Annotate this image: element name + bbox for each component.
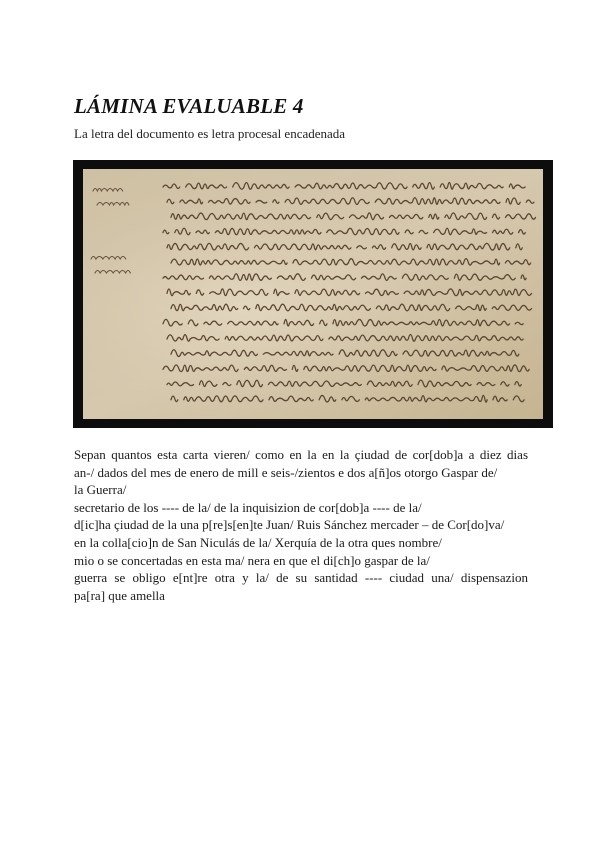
transcription-line: Sepan quantos esta carta vieren/ como en la en la çiudad de cor[dob]a a diez dias bbox=[74, 447, 528, 462]
subtitle: La letra del documento es letra procesal encadenada bbox=[74, 126, 346, 141]
transcription-line: an-/ dados del mes de enero de mill e seis-/zientos e dos a[ñ]os otorgo Gaspar de/ bbox=[74, 464, 498, 480]
transcription-line: pa[ra] que amella bbox=[74, 587, 165, 603]
transcription-line: en la colla[cio]n de San Niculás de la/ Xerquía de la otra ques nombre/ bbox=[74, 534, 442, 550]
transcription-line: la Guerra/ bbox=[74, 482, 127, 498]
transcription-line: secretario de los ---- de la/ de la inquisizion de cor[dob]a ---- de la/ bbox=[74, 499, 422, 515]
page-title: LÁMINA EVALUABLE 4 bbox=[74, 94, 304, 118]
transcription-line: d[ic]ha çiudad de la una p[re]s[en]te Juan/ Ruis Sánchez mercader – de Cor[do]va/ bbox=[74, 517, 505, 533]
transcription-line: mio o se concertadas en esta ma/ nera en que el di[ch]o gaspar de la/ bbox=[74, 552, 430, 568]
manuscript-photo bbox=[83, 169, 543, 419]
transcription-text bbox=[74, 446, 528, 604]
manuscript-image bbox=[73, 160, 553, 428]
transcription-line: guerra se obligo e[nt]re otra y la/ de su santidad ---- ciudad una/ dispensazion bbox=[74, 570, 528, 586]
